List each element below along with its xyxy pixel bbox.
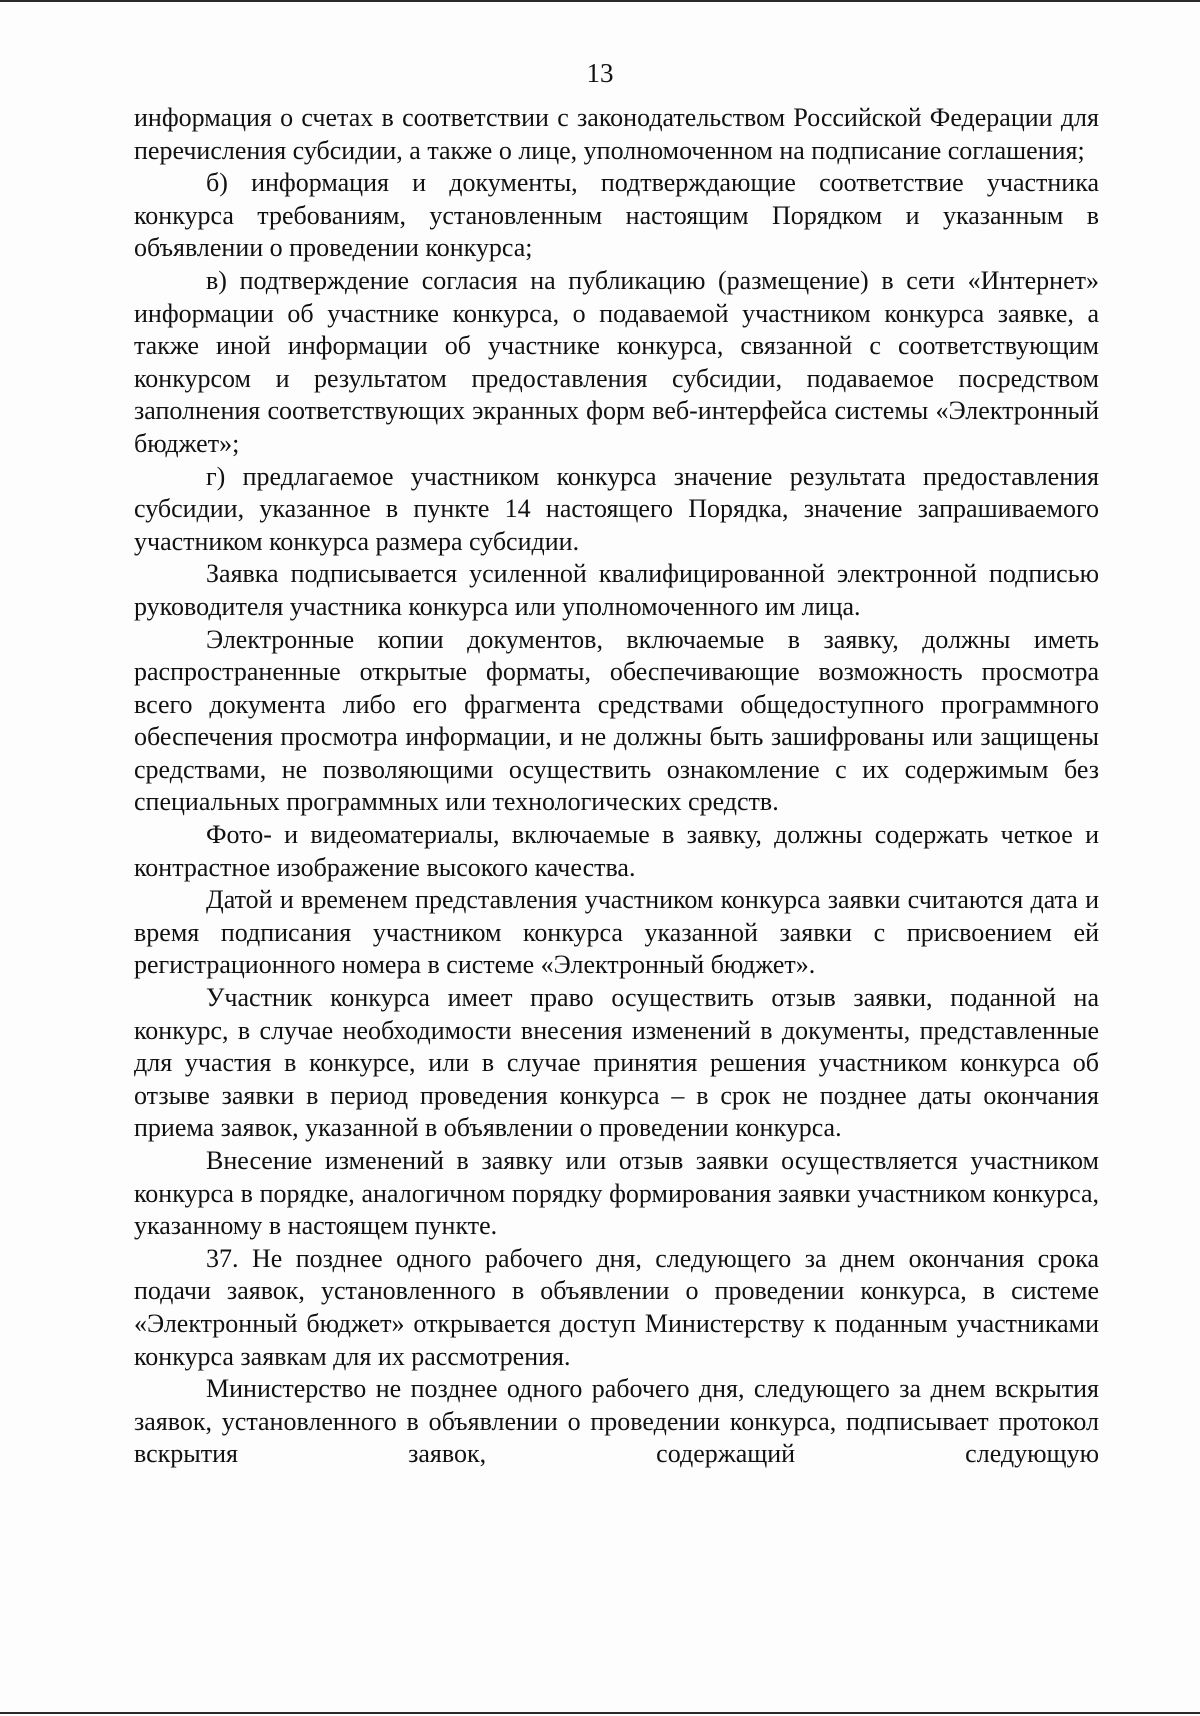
paragraph-clause-37: 37. Не позднее одного рабочего дня, следующего за днем окончания срока подачи заявок, установленного в объявлении о проведении конкурса, в системе «Электронный бюджет» открывается доступ Министерству к поданным участниками конкурса заявкам для их рассмотрения. (134, 1243, 1099, 1371)
page-number: 13 (586, 58, 614, 88)
paragraph-photo-video: Фото- и видеоматериалы, включаемые в заявку, должны содержать четкое и контрастное изображение высокого качества. (134, 820, 1099, 882)
paragraph-electronic-copies: Электронные копии документов, включаемые в заявку, должны иметь распространенные открытые форматы, обеспечивающие возможность просмотра всего документа либо его фрагмента средствами общедоступного программного обеспечения просмотра информации, и не должны быть зашифрованы или защищены средствами, не позволяющими осуществить ознакомление с их содержимым без специальных программных или технологических средств. (134, 624, 1099, 817)
paragraph-item-b: б) информация и документы, подтверждающие соответствие участника конкурса требованиям, установленным настоящим Порядком и указанным в объявлении о проведении конкурса; (134, 168, 1099, 263)
bottom-edge-rule (0, 1712, 1200, 1714)
paragraph-item-v: в) подтверждение согласия на публикацию (размещение) в сети «Интернет» информации об участнике конкурса, о подаваемой участником конкурса заявке, а также иной информации об участнике конкурса, связанной с соответствующим конкурсом и результатом предоставления субсидии, подаваемое посредством заполнения соответствующих экранных форм веб-интерфейса системы «Электронный бюджет»; (134, 265, 1099, 458)
paragraph-item-g: г) предлагаемое участником конкурса значение результата предоставления субсидии, указанное в пункте 14 настоящего Порядка, значение запрашиваемого участником конкурса размера субсидии. (134, 461, 1099, 556)
paragraph-withdrawal: Участник конкурса имеет право осуществить отзыв заявки, поданной на конкурс, в случае необходимости внесения изменений в документы, представленные для участия в конкурсе, или в случае принятия решения участником конкурса об отзыве заявки в период проведения конкурса – в срок не позднее даты окончания приема заявок, указанной в объявлении о проведении конкурса. (134, 983, 1099, 1143)
paragraph-ministry-protocol: Министерство не позднее одного рабочего дня, следующего за днем вскрытия заявок, установленного в объявлении о проведении конкурса, подписывает протокол вскрытия заявок, содержащий следующую (134, 1374, 1099, 1469)
paragraph-changes: Внесение изменений в заявку или отзыв заявки осуществляется участником конкурса в порядке, аналогичном порядку формирования заявки участником конкурса, указанному в настоящем пункте. (134, 1146, 1099, 1241)
top-edge-rule (0, 0, 1200, 2)
paragraph-continuation: информация о счетах в соответствии с законодательством Российской Федерации для перечисления субсидии, а также о лице, уполномоченном на подписание соглашения; (134, 103, 1099, 165)
paragraph-signature: Заявка подписывается усиленной квалифицированной электронной подписью руководителя участника конкурса или уполномоченного им лица. (134, 559, 1099, 621)
document-body (134, 102, 1099, 1471)
paragraph-submission-date: Датой и временем представления участником конкурса заявки считаются дата и время подписания участником конкурса указанной заявки с присвоением ей регистрационного номера в системе «Электронный бюджет». (134, 885, 1099, 980)
